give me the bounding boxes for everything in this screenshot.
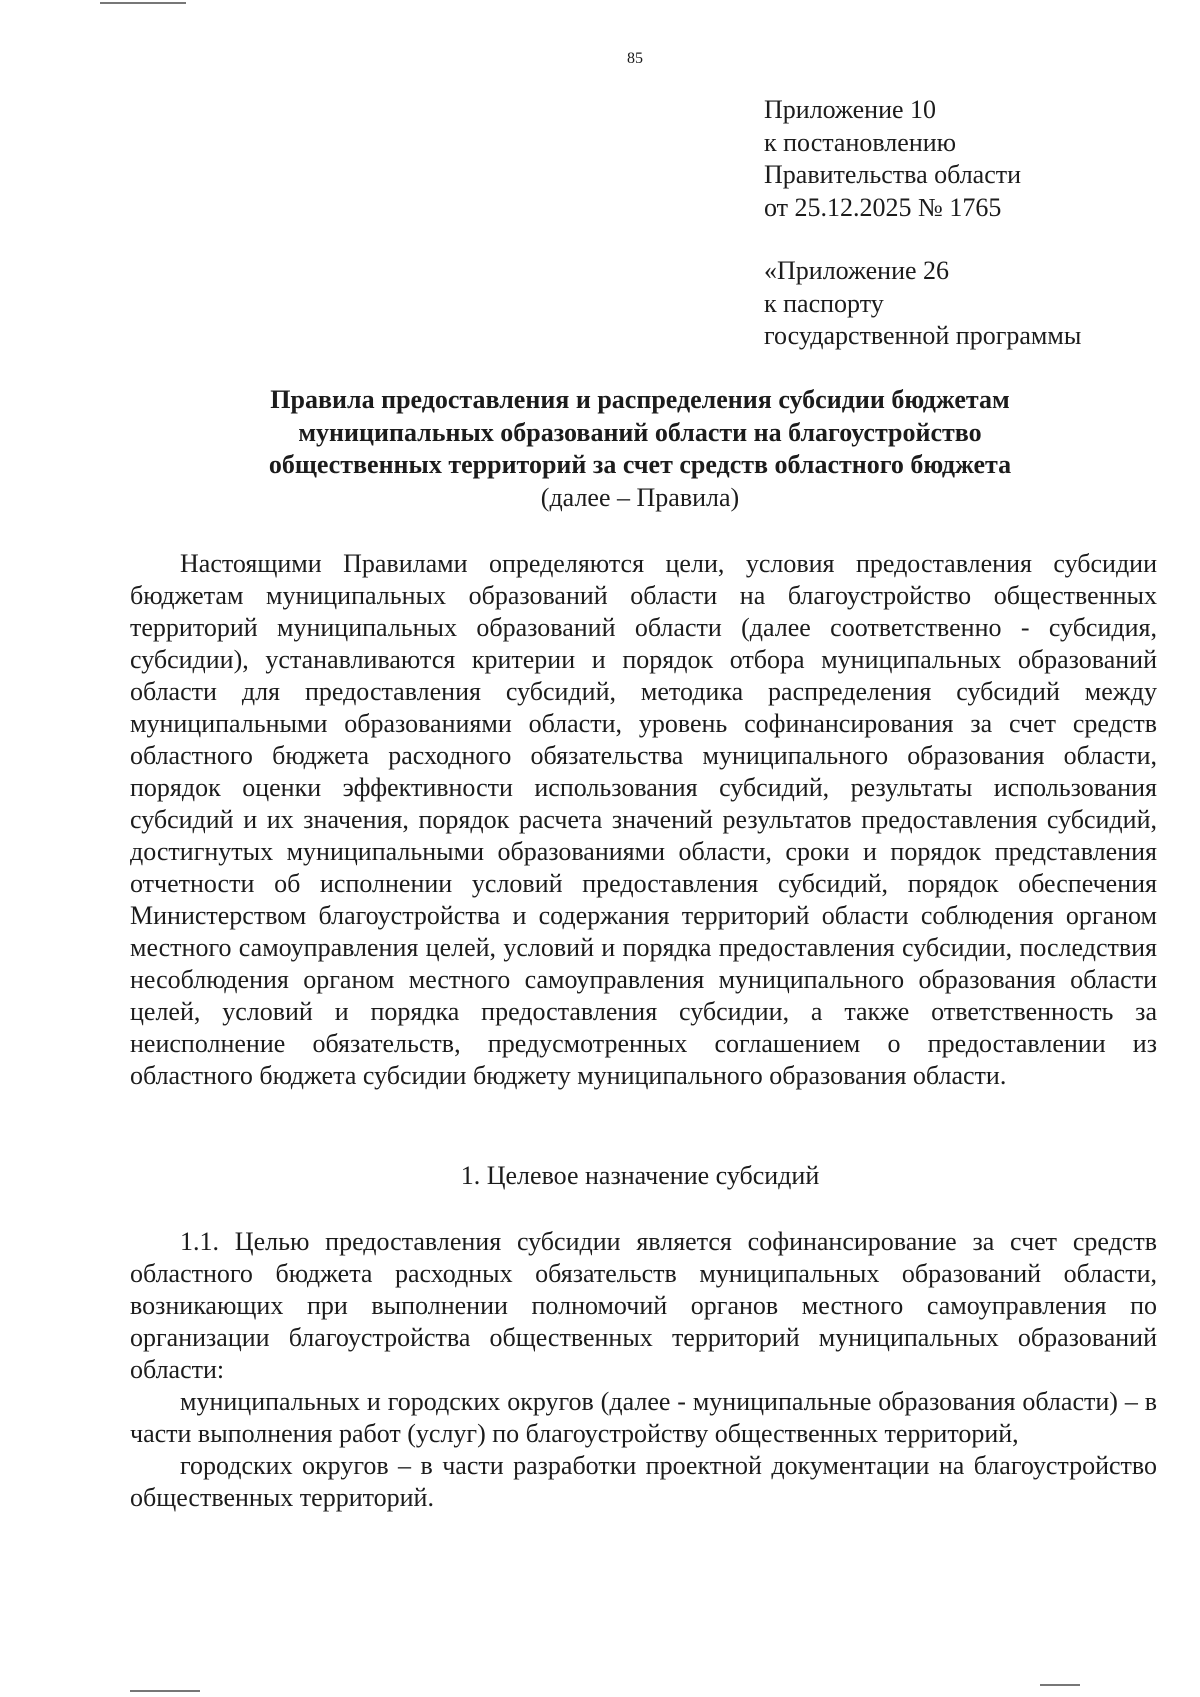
intro-paragraph: Настоящими Правилами определяются цели, условия предоставления субсидии бюджетам муниципальных образований области на благоустройство общественных территорий муниципальных образований области (далее соответственно - субсидия, субсидии), устанавливаются критерии и порядок отбора муниципальных образований области для предоставления субсидий, методика распределения субсидий между муниципальными образованиями области, уровень софинансирования за счет средств областного бюджета расходного обязательства муниципального образования области, порядок оценки эффективности использования субсидий, результаты использования субсидий и их значения, порядок расчета значений результатов предоставления субсидий, достигнутых муниципальными образованиями области, сроки и порядок представления отчетности об исполнении условий предоставления субсидий, порядок обеспечения Министерством благоустройства и содержания территорий области соблюдения органом местного самоуправления целей, условий и порядка предоставления субсидии, последствия несоблюдения органом местного самоуправления муниципального образования области целей, условий и порядка предоставления субсидии, а также ответственность за неисполнение обязательств, предусмотренных соглашением о предоставлении из областного бюджета субсидии бюджету муниципального образования области. (130, 549, 1157, 1090)
attachment-line: Приложение 10 (764, 95, 937, 124)
title-line: общественных территорий за счет средств областного бюджета (268, 450, 1012, 479)
section-heading: 1. Целевое назначение субсидий (460, 1161, 820, 1190)
attachment-block (764, 94, 1021, 224)
title-line: муниципальных образований области на благоустройство (298, 417, 982, 447)
title-subtitle: (далее – Правила) (540, 482, 740, 512)
scan-artifact-bottom-right (1040, 1684, 1080, 1686)
page-number: 85 (627, 50, 643, 67)
title-line: Правила предоставления и распределения субсидии бюджетам (270, 385, 1010, 414)
attachment-line: к паспорту (764, 288, 884, 318)
section-paragraph: 1.1. Целью предоставления субсидии является софинансирование за счет средств областного бюджета расходных обязательств муниципальных образований области, возникающих при выполнении полномочий органов местного самоуправления по организации благоустройства общественных территорий муниципальных образований области: (130, 1227, 1157, 1384)
attachment-block-2 (764, 255, 1081, 353)
attachment-line: государственной программы (764, 321, 1082, 350)
intro-section (130, 548, 1157, 1092)
section-paragraph: муниципальных и городских округов (далее - муниципальные образования области) – в части выполнения работ (услуг) по благоустройству общественных территорий, (130, 1387, 1157, 1448)
scan-artifact-top (100, 2, 186, 4)
document-title (120, 384, 1160, 514)
attachment-line: от 25.12.2025 № 1765 (764, 192, 1002, 222)
section-1-body (130, 1226, 1157, 1514)
scan-artifact-bottom-left (130, 1690, 200, 1692)
section-paragraph: городских округов – в части разработки проектной документации на благоустройство общественных территорий. (130, 1451, 1157, 1512)
attachment-line: Правительства области (764, 160, 1022, 189)
attachment-line: к постановлению (764, 127, 957, 157)
attachment-line: «Приложение 26 (764, 256, 950, 285)
